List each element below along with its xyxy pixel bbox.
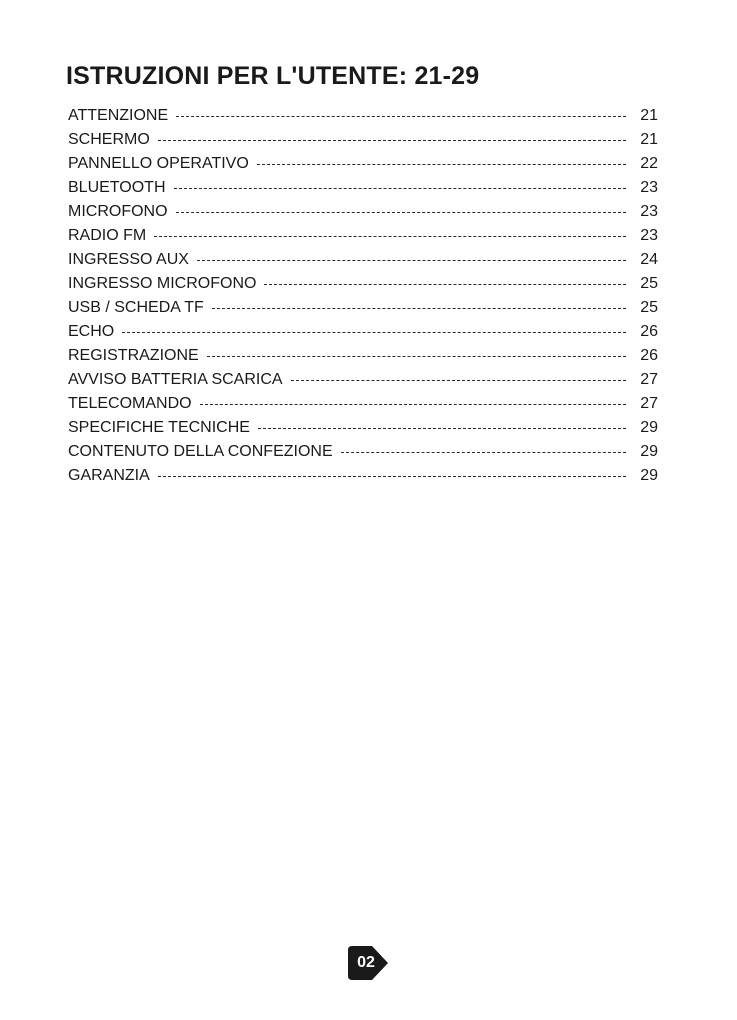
toc-row[interactable] bbox=[68, 320, 658, 344]
toc-leader-dots bbox=[176, 116, 626, 117]
toc-page-number: 27 bbox=[640, 395, 658, 412]
toc-leader-dots bbox=[341, 452, 626, 453]
toc-label: AVVISO BATTERIA SCARICA bbox=[68, 371, 283, 388]
toc-row[interactable] bbox=[68, 200, 658, 224]
toc-row[interactable] bbox=[68, 272, 658, 296]
toc-label: PANNELLO OPERATIVO bbox=[68, 155, 249, 172]
toc-row[interactable] bbox=[68, 248, 658, 272]
toc-row[interactable] bbox=[68, 152, 658, 176]
toc-leader-dots bbox=[158, 476, 626, 477]
toc-label: INGRESSO AUX bbox=[68, 251, 189, 268]
page-number-badge bbox=[346, 944, 390, 982]
toc-page-number: 25 bbox=[640, 275, 658, 292]
toc-leader-dots bbox=[176, 212, 626, 213]
toc-leader-dots bbox=[258, 428, 626, 429]
toc-page-number: 29 bbox=[640, 419, 658, 436]
toc-label: SCHERMO bbox=[68, 131, 150, 148]
toc-row[interactable] bbox=[68, 392, 658, 416]
toc-page-number: 25 bbox=[640, 299, 658, 316]
toc-row[interactable] bbox=[68, 368, 658, 392]
toc-row[interactable] bbox=[68, 344, 658, 368]
toc-leader-dots bbox=[154, 236, 626, 237]
toc-page-number: 26 bbox=[640, 323, 658, 340]
toc-label: REGISTRAZIONE bbox=[68, 347, 199, 364]
toc-leader-dots bbox=[257, 164, 626, 165]
toc-leader-dots bbox=[291, 380, 626, 381]
toc-leader-dots bbox=[212, 308, 626, 309]
toc-page-number: 24 bbox=[640, 251, 658, 268]
toc-leader-dots bbox=[264, 284, 626, 285]
toc-leader-dots bbox=[122, 332, 626, 333]
toc-page-number: 21 bbox=[640, 131, 658, 148]
toc-row[interactable] bbox=[68, 296, 658, 320]
toc-label: INGRESSO MICROFONO bbox=[68, 275, 257, 292]
toc-leader-dots bbox=[174, 188, 627, 189]
toc-row[interactable] bbox=[68, 440, 658, 464]
toc-page-number: 22 bbox=[640, 155, 658, 172]
toc-label: BLUETOOTH bbox=[68, 179, 166, 196]
toc-label: SPECIFICHE TECNICHE bbox=[68, 419, 250, 436]
toc-row[interactable] bbox=[68, 176, 658, 200]
page-number: 02 bbox=[357, 954, 375, 971]
toc-label: CONTENUTO DELLA CONFEZIONE bbox=[68, 443, 333, 460]
toc-label: TELECOMANDO bbox=[68, 395, 192, 412]
toc-page-number: 29 bbox=[640, 467, 658, 484]
toc-page-number: 26 bbox=[640, 347, 658, 364]
toc-label: MICROFONO bbox=[68, 203, 168, 220]
toc-page-number: 23 bbox=[640, 203, 658, 220]
toc-page-number: 23 bbox=[640, 179, 658, 196]
toc-page-number: 27 bbox=[640, 371, 658, 388]
toc-leader-dots bbox=[207, 356, 626, 357]
toc-page-number: 29 bbox=[640, 443, 658, 460]
toc-row[interactable] bbox=[68, 224, 658, 248]
toc-label: RADIO FM bbox=[68, 227, 147, 244]
toc-label: ECHO bbox=[68, 323, 115, 340]
toc-page-number: 21 bbox=[640, 107, 658, 124]
toc-leader-dots bbox=[158, 140, 626, 141]
toc-row[interactable] bbox=[68, 416, 658, 440]
toc-leader-dots bbox=[200, 404, 626, 405]
page-title: ISTRUZIONI PER L'UTENTE: 21-29 bbox=[66, 62, 480, 90]
toc-label: GARANZIA bbox=[68, 467, 150, 484]
toc-row[interactable] bbox=[68, 464, 658, 488]
toc-page-number: 23 bbox=[640, 227, 658, 244]
toc-leader-dots bbox=[197, 260, 626, 261]
table-of-contents bbox=[68, 104, 658, 488]
toc-row[interactable] bbox=[68, 104, 658, 128]
toc-label: ATTENZIONE bbox=[68, 107, 169, 124]
toc-row[interactable] bbox=[68, 128, 658, 152]
toc-label: USB / SCHEDA TF bbox=[68, 299, 204, 316]
